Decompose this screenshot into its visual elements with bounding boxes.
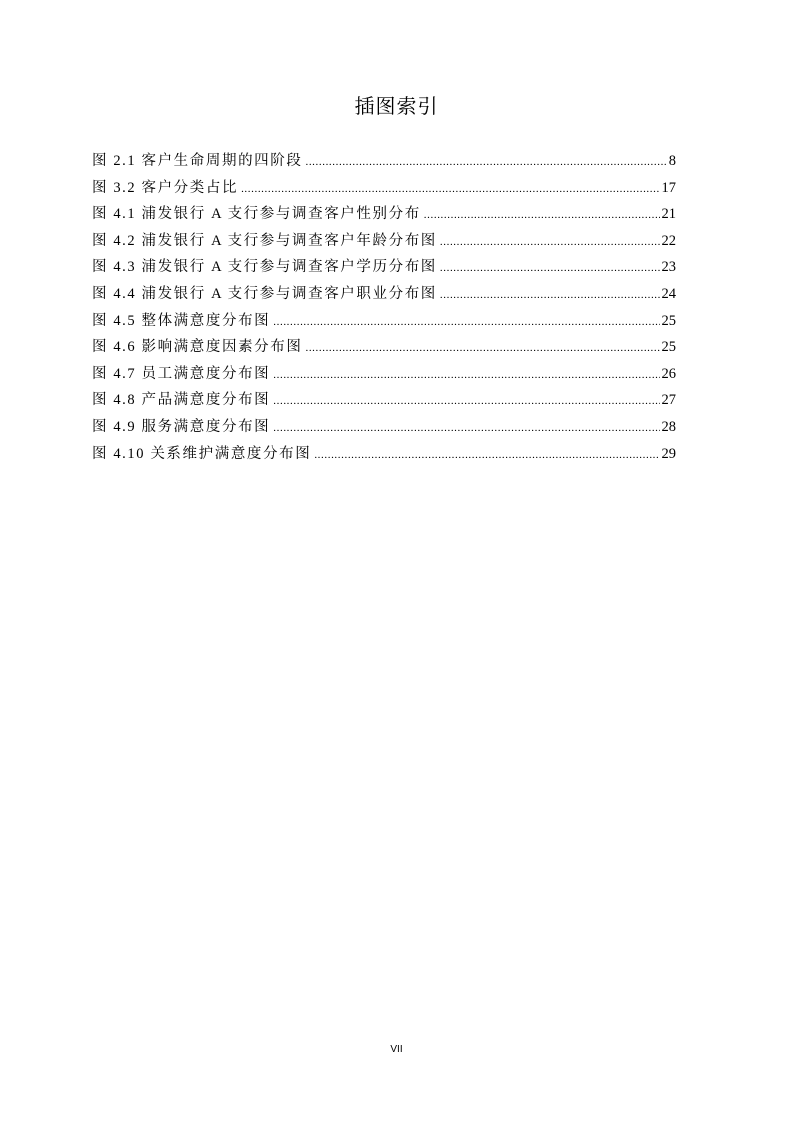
toc-entry-page: 25 [661,339,676,356]
toc-leader-dots [241,176,659,203]
toc-entry[interactable] [92,308,676,335]
toc-entry-page: 21 [661,206,676,223]
toc-entry[interactable] [92,334,676,361]
toc-entry-page: 28 [661,418,676,435]
toc-entry-label: 图 2.1 客户生命周期的四阶段 [92,153,303,169]
toc-entry-label: 图 4.4 浦发银行 A 支行参与调查客户职业分布图 [92,285,437,302]
toc-leader-dots [440,229,660,256]
toc-entry-label: 图 4.9 服务满意度分布图 [92,418,271,435]
toc-leader-dots [273,309,659,336]
toc-entry-label: 图 4.10 关系维护满意度分布图 [92,445,312,462]
toc-entry-page: 8 [668,153,676,169]
page-title: 插图索引 [354,94,439,118]
toc-entry-label: 图 4.6 影响满意度因素分布图 [92,339,303,356]
toc-leader-dots [440,282,660,309]
toc-entry-page: 17 [661,179,676,196]
toc-entry-label: 图 4.7 员工满意度分布图 [92,365,271,382]
toc-entry[interactable] [92,414,676,441]
toc-leader-dots [273,388,659,415]
toc-entry[interactable] [92,281,676,308]
toc-entry[interactable] [92,254,676,281]
toc-leader-dots [305,335,659,362]
toc-entry-page: 27 [661,392,676,409]
toc-leader-dots [305,149,666,176]
toc-entry-label: 图 4.8 产品满意度分布图 [92,392,271,409]
toc-leader-dots [440,255,660,282]
toc-entry[interactable] [92,387,676,414]
toc-entry[interactable] [92,148,676,175]
toc-entry[interactable] [92,441,676,468]
toc-entry[interactable] [92,361,676,388]
toc-entry-label: 图 4.3 浦发银行 A 支行参与调查客户学历分布图 [92,259,437,276]
toc-entry-page: 23 [661,259,676,276]
toc-leader-dots [273,362,659,389]
toc-entry-page: 24 [661,285,676,302]
toc-entry-label: 图 4.2 浦发银行 A 支行参与调查客户年龄分布图 [92,232,437,249]
toc-entry-label: 图 4.5 整体满意度分布图 [92,312,271,329]
toc-entry-page: 26 [661,365,676,382]
figure-index-list [92,148,676,467]
toc-entry-page: 25 [661,312,676,329]
toc-entry-page: 29 [661,445,676,462]
toc-entry-page: 22 [661,232,676,249]
toc-entry[interactable] [92,175,676,202]
toc-entry[interactable] [92,201,676,228]
toc-entry-label: 图 4.1 浦发银行 A 支行参与调查客户性别分布 [92,206,421,223]
toc-leader-dots [273,415,659,442]
page-number: VII [390,1044,403,1055]
toc-entry[interactable] [92,228,676,255]
toc-leader-dots [314,442,659,469]
toc-entry-label: 图 3.2 客户分类占比 [92,179,239,196]
toc-leader-dots [424,202,660,229]
